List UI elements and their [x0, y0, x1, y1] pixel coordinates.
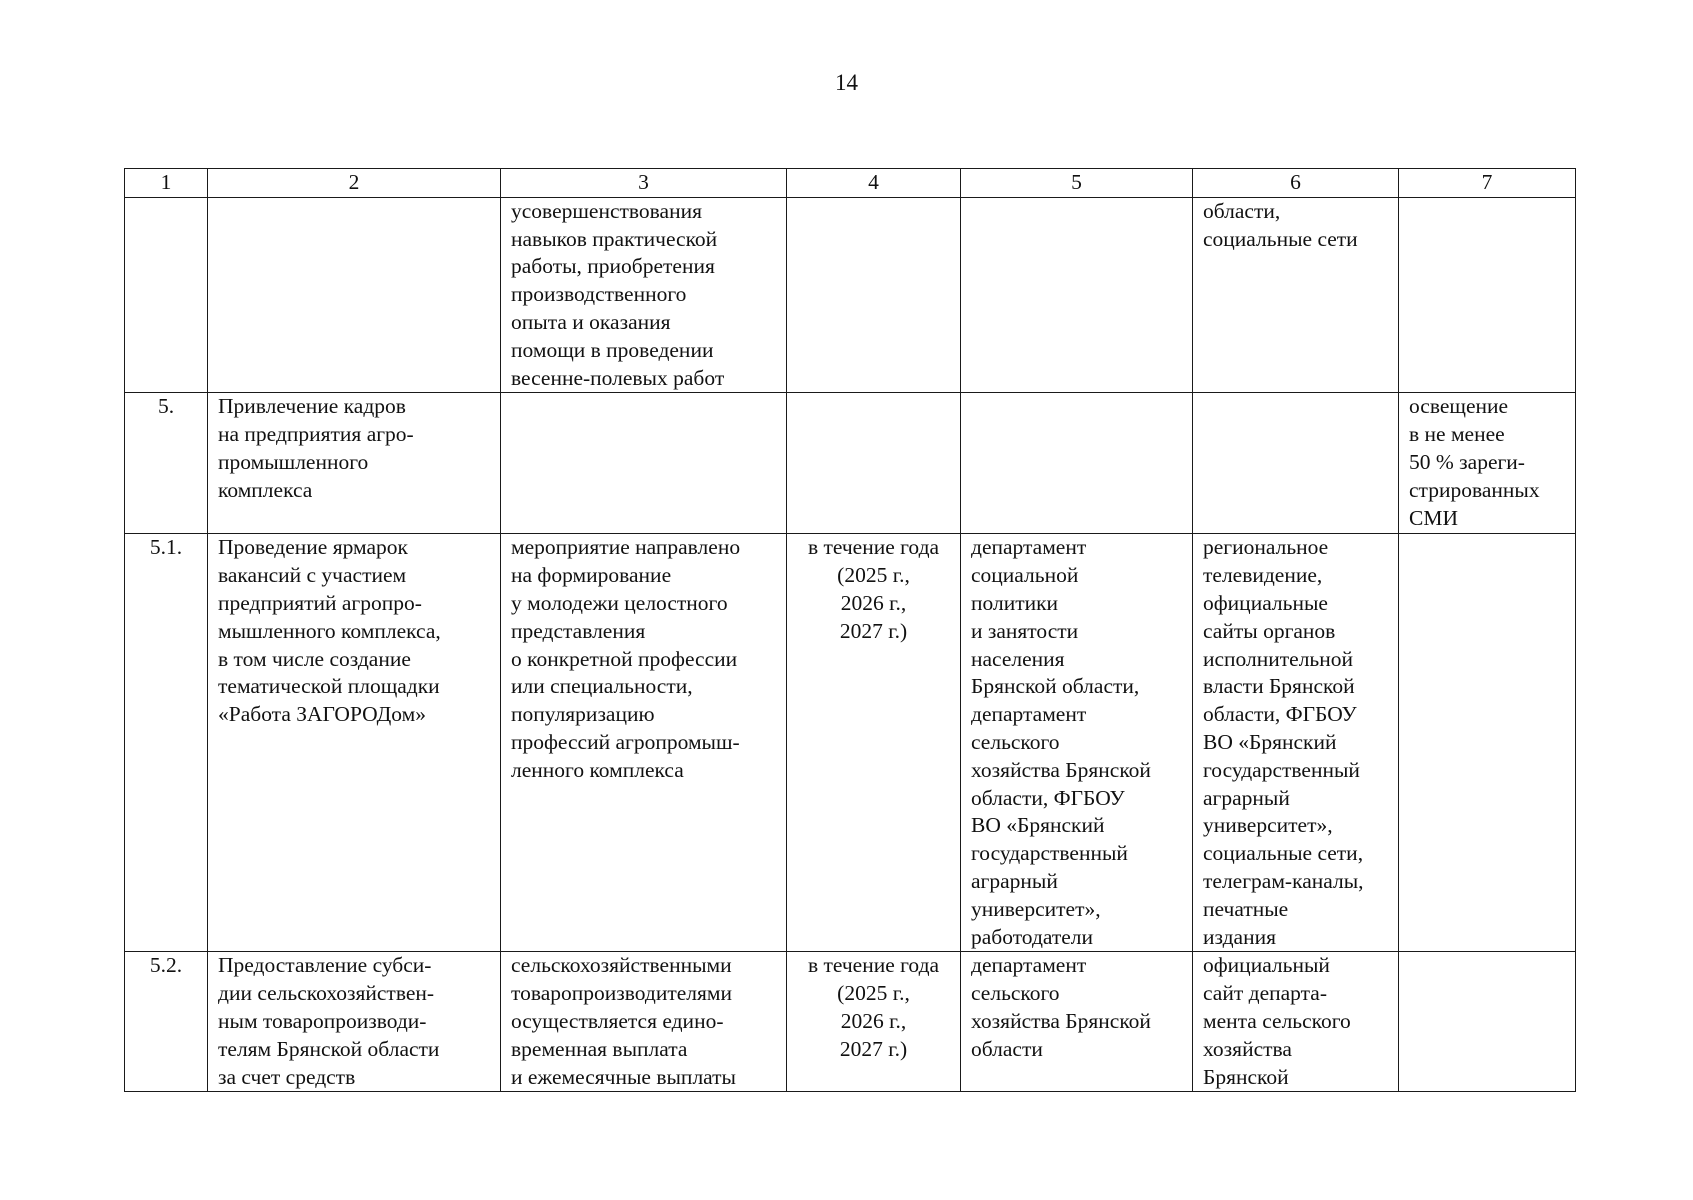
- event-name-cell: Предоставление субси- дии сельскохозяйствен- ным товаропроизводи- телям Брянской области за счет средств: [208, 952, 501, 1092]
- result-cell: освещение в не менее 50 % зареги- стрированных СМИ: [1399, 393, 1576, 534]
- event-name-cell: [208, 197, 501, 393]
- plan-table: [124, 168, 1576, 1092]
- result-cell: [1399, 534, 1576, 952]
- event-description-cell: [501, 393, 787, 534]
- table-row: [125, 952, 1576, 1092]
- media-cell: [1193, 393, 1399, 534]
- media-cell: области, социальные сети: [1193, 197, 1399, 393]
- row-number-cell: [125, 197, 208, 393]
- table-row: [125, 197, 1576, 393]
- event-name-cell: Привлечение кадров на предприятия агро- промышленного комплекса: [208, 393, 501, 534]
- table-row: [125, 534, 1576, 952]
- column-number-7: 7: [1399, 169, 1576, 198]
- period-cell: [787, 393, 961, 534]
- column-number-3: 3: [501, 169, 787, 198]
- event-description-cell: сельскохозяйственными товаропроизводителями осуществляется едино- временная выплата и ежемесячные выплаты: [501, 952, 787, 1092]
- column-number-4: 4: [787, 169, 961, 198]
- responsible-cell: [961, 393, 1193, 534]
- event-name-cell: Проведение ярмарок вакансий с участием предприятий агропро- мышленного комплекса, в том числе создание тематической площадки «Работа ЗАГОРОДом»: [208, 534, 501, 952]
- responsible-cell: департамент социальной политики и занятости населения Брянской области, департамент сельского хозяйства Брянской области, ФГБОУ ВО «Брянский государственный аграрный университет», работодатели: [961, 534, 1193, 952]
- event-description-cell: усовершенствования навыков практической работы, приобретения производственного опыта и оказания помощи в проведении весенне-полевых работ: [501, 197, 787, 393]
- column-number-1: 1: [125, 169, 208, 198]
- row-number-cell: 5.2.: [125, 952, 208, 1092]
- event-description-cell: мероприятие направлено на формирование у молодежи целостного представления о конкретной профессии или специальности, популяризацию профессий агропромыш- ленного комплекса: [501, 534, 787, 952]
- responsible-cell: [961, 197, 1193, 393]
- period-cell: [787, 197, 961, 393]
- period-cell: в течение года (2025 г., 2026 г., 2027 г.): [787, 534, 961, 952]
- media-cell: официальный сайт департа- мента сельского хозяйства Брянской: [1193, 952, 1399, 1092]
- column-number-2: 2: [208, 169, 501, 198]
- row-number-cell: 5.: [125, 393, 208, 534]
- media-cell: региональное телевидение, официальные сайты органов исполнительной власти Брянской области, ФГБОУ ВО «Брянский государственный аграрный университет», социальные сети, телеграм-каналы, печатные издания: [1193, 534, 1399, 952]
- period-cell: в течение года (2025 г., 2026 г., 2027 г.): [787, 952, 961, 1092]
- result-cell: [1399, 952, 1576, 1092]
- result-cell: [1399, 197, 1576, 393]
- column-number-row: [125, 169, 1576, 198]
- page-number: 14: [835, 70, 858, 95]
- responsible-cell: департамент сельского хозяйства Брянской области: [961, 952, 1193, 1092]
- row-number-cell: 5.1.: [125, 534, 208, 952]
- table-row: [125, 393, 1576, 534]
- column-number-5: 5: [961, 169, 1193, 198]
- column-number-6: 6: [1193, 169, 1399, 198]
